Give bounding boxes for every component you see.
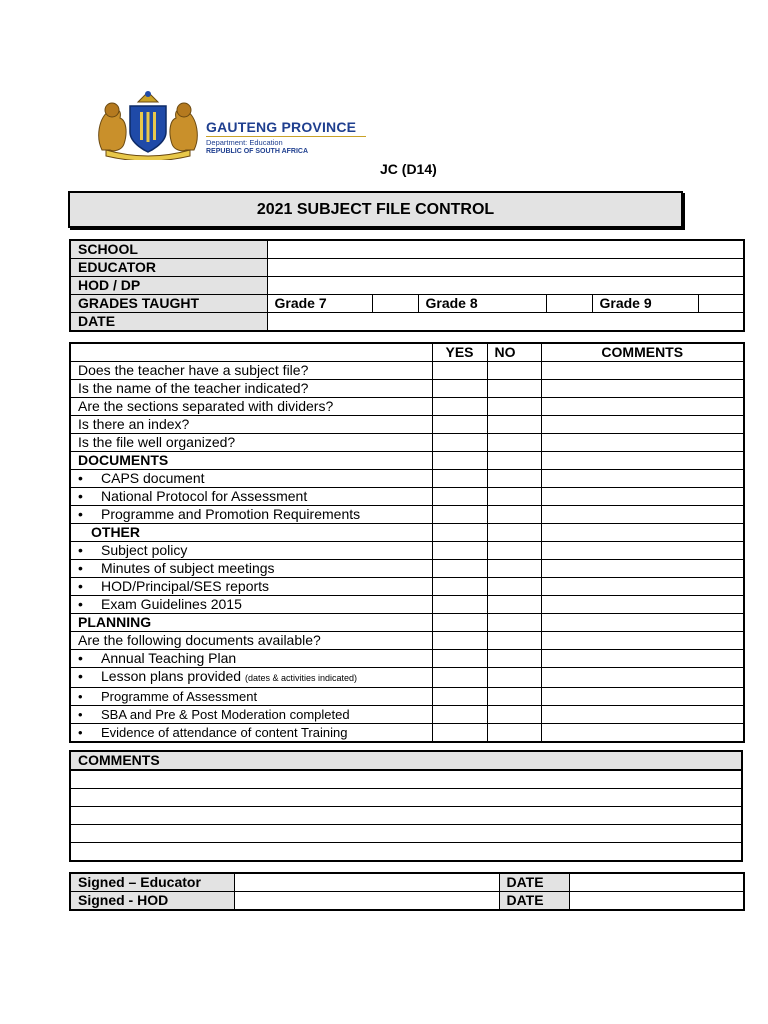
header-blank <box>70 343 432 362</box>
logo-divider <box>206 136 366 137</box>
yes-cell[interactable] <box>432 416 487 434</box>
yes-cell[interactable] <box>432 632 487 650</box>
section-row <box>70 614 744 632</box>
grades-taught-label: GRADES TAUGHT <box>70 295 267 313</box>
table-row <box>70 632 744 650</box>
comment-line <box>70 825 742 843</box>
table-row <box>70 578 744 596</box>
list-item <box>70 542 432 560</box>
table-row <box>70 542 744 560</box>
table-row <box>70 506 744 524</box>
list-item <box>70 470 432 488</box>
comment-line-field[interactable] <box>70 789 742 807</box>
info-table <box>69 239 745 332</box>
no-cell[interactable] <box>487 398 541 416</box>
item-text: Minutes of subject meetings <box>101 560 275 576</box>
section-row <box>70 452 744 470</box>
comment-cell[interactable] <box>541 506 744 524</box>
bullet: • <box>78 596 83 612</box>
list-item <box>70 578 432 596</box>
comment-line-field[interactable] <box>70 843 742 862</box>
comment-cell[interactable] <box>541 614 744 632</box>
logo-country: REPUBLIC OF SOUTH AFRICA <box>206 148 309 155</box>
grade8-label: Grade 8 <box>418 295 546 313</box>
comment-cell[interactable] <box>541 416 744 434</box>
no-cell[interactable] <box>487 706 541 724</box>
bullet: • <box>78 470 83 486</box>
hod-signature-field[interactable] <box>234 892 499 911</box>
yes-cell[interactable] <box>432 434 487 452</box>
comment-line-field[interactable] <box>70 770 742 789</box>
yes-cell[interactable] <box>432 452 487 470</box>
table-row <box>70 668 744 688</box>
comment-line <box>70 843 742 862</box>
bullet: • <box>78 560 83 576</box>
comment-cell[interactable] <box>541 560 744 578</box>
yes-cell[interactable] <box>432 614 487 632</box>
coat-of-arms-icon <box>92 88 204 160</box>
no-cell[interactable] <box>487 650 541 668</box>
grade9-label: Grade 9 <box>592 295 698 313</box>
comment-cell[interactable] <box>541 668 744 688</box>
grade7-field[interactable] <box>372 295 418 313</box>
yes-cell[interactable] <box>432 578 487 596</box>
no-cell[interactable] <box>487 380 541 398</box>
no-cell[interactable] <box>487 668 541 688</box>
table-row <box>70 650 744 668</box>
item-note: (dates & activities indicated) <box>245 673 358 683</box>
list-item <box>70 688 432 706</box>
question: Are the sections separated with dividers? <box>70 398 432 416</box>
yes-column-header: YES <box>432 343 487 362</box>
table-row <box>70 398 744 416</box>
no-cell[interactable] <box>487 724 541 743</box>
no-cell[interactable] <box>487 596 541 614</box>
no-cell[interactable] <box>487 578 541 596</box>
table-row <box>70 596 744 614</box>
item-text: SBA and Pre & Post Moderation completed <box>101 707 350 722</box>
table-row <box>70 434 744 452</box>
comment-cell[interactable] <box>541 542 744 560</box>
list-item <box>70 706 432 724</box>
question: Is there an index? <box>70 416 432 434</box>
table-row <box>70 688 744 706</box>
grade7-label: Grade 7 <box>267 295 372 313</box>
yes-cell[interactable] <box>432 506 487 524</box>
educator-signature-field[interactable] <box>234 873 499 892</box>
no-cell[interactable] <box>487 362 541 380</box>
hod-date-field[interactable] <box>569 892 744 911</box>
list-item <box>70 506 432 524</box>
yes-cell[interactable] <box>432 688 487 706</box>
table-row <box>70 416 744 434</box>
no-cell[interactable] <box>487 560 541 578</box>
no-cell[interactable] <box>487 452 541 470</box>
bullet: • <box>78 488 83 504</box>
yes-cell[interactable] <box>432 596 487 614</box>
bullet: • <box>78 542 83 558</box>
school-row <box>70 240 744 259</box>
gauteng-logo <box>92 88 382 160</box>
section-row <box>70 524 744 542</box>
comment-line-field[interactable] <box>70 807 742 825</box>
comment-cell[interactable] <box>541 434 744 452</box>
no-cell[interactable] <box>487 524 541 542</box>
signed-educator-label: Signed – Educator <box>70 873 234 892</box>
no-cell[interactable] <box>487 470 541 488</box>
comment-cell[interactable] <box>541 688 744 706</box>
logo-department: Department: Education <box>206 138 283 147</box>
yes-cell[interactable] <box>432 706 487 724</box>
comment-cell[interactable] <box>541 362 744 380</box>
question: Are the following documents available? <box>70 632 432 650</box>
comment-cell[interactable] <box>541 706 744 724</box>
comment-cell[interactable] <box>541 724 744 743</box>
comment-cell[interactable] <box>541 470 744 488</box>
educator-date-field[interactable] <box>569 873 744 892</box>
question: Is the file well organized? <box>70 434 432 452</box>
hod-label: HOD / DP <box>70 277 267 295</box>
signature-table <box>69 872 745 911</box>
comment-line <box>70 770 742 789</box>
comment-cell[interactable] <box>541 578 744 596</box>
no-cell[interactable] <box>487 632 541 650</box>
no-cell[interactable] <box>487 688 541 706</box>
bullet: • <box>78 689 83 704</box>
yes-cell[interactable] <box>432 650 487 668</box>
school-label: SCHOOL <box>70 240 267 259</box>
bullet: • <box>78 668 83 684</box>
grade9-field[interactable] <box>698 295 744 313</box>
no-cell[interactable] <box>487 542 541 560</box>
item-text: HOD/Principal/SES reports <box>101 578 270 594</box>
list-item <box>70 596 432 614</box>
yes-cell[interactable] <box>432 542 487 560</box>
comments-header-row <box>70 751 742 770</box>
date-field[interactable] <box>267 313 744 332</box>
yes-cell[interactable] <box>432 488 487 506</box>
educator-signature-row <box>70 873 744 892</box>
no-cell[interactable] <box>487 506 541 524</box>
bullet: • <box>78 707 83 722</box>
yes-cell[interactable] <box>432 560 487 578</box>
yes-cell[interactable] <box>432 380 487 398</box>
item-text: Evidence of attendance of content Training <box>101 725 348 740</box>
yes-cell[interactable] <box>432 668 487 688</box>
yes-cell[interactable] <box>432 724 487 743</box>
comments-heading: COMMENTS <box>70 751 742 770</box>
no-cell[interactable] <box>487 488 541 506</box>
table-row <box>70 706 744 724</box>
list-item <box>70 488 432 506</box>
no-cell[interactable] <box>487 416 541 434</box>
comment-cell[interactable] <box>541 380 744 398</box>
bullet: • <box>78 578 83 594</box>
hod-date-label: DATE <box>499 892 569 911</box>
list-item <box>70 668 432 688</box>
date-label: DATE <box>70 313 267 332</box>
other-heading: OTHER <box>70 524 432 542</box>
educator-date-label: DATE <box>499 873 569 892</box>
grades-row <box>70 295 744 313</box>
comments-column-header: COMMENTS <box>541 343 744 362</box>
form-code: JC (D14) <box>380 161 437 177</box>
hod-row <box>70 277 744 295</box>
question: Is the name of the teacher indicated? <box>70 380 432 398</box>
comment-line-field[interactable] <box>70 825 742 843</box>
item-text: Exam Guidelines 2015 <box>101 596 242 612</box>
yes-cell[interactable] <box>432 362 487 380</box>
comment-cell[interactable] <box>541 524 744 542</box>
educator-field[interactable] <box>267 259 744 277</box>
no-column-header: NO <box>487 343 541 362</box>
item-text: Subject policy <box>101 542 188 558</box>
item-text: Programme and Promotion Requirements <box>101 506 361 522</box>
planning-heading: PLANNING <box>70 614 432 632</box>
table-row <box>70 488 744 506</box>
table-row <box>70 560 744 578</box>
item-text: Lesson plans provided <box>101 668 242 684</box>
list-item <box>70 650 432 668</box>
hod-signature-row <box>70 892 744 911</box>
bullet: • <box>78 650 83 666</box>
comment-line <box>70 807 742 825</box>
checklist-table <box>69 342 745 743</box>
educator-label: EDUCATOR <box>70 259 267 277</box>
comments-table <box>69 750 743 862</box>
comment-cell[interactable] <box>541 596 744 614</box>
no-cell[interactable] <box>487 434 541 452</box>
comment-cell[interactable] <box>541 452 744 470</box>
yes-cell[interactable] <box>432 470 487 488</box>
comment-cell[interactable] <box>541 650 744 668</box>
no-cell[interactable] <box>487 614 541 632</box>
checklist-header-row <box>70 343 744 362</box>
school-field[interactable] <box>267 240 744 259</box>
yes-cell[interactable] <box>432 524 487 542</box>
item-text: Programme of Assessment <box>101 689 258 704</box>
date-row <box>70 313 744 332</box>
comment-cell[interactable] <box>541 632 744 650</box>
table-row <box>70 470 744 488</box>
grade8-field[interactable] <box>546 295 592 313</box>
signed-hod-label: Signed - HOD <box>70 892 234 911</box>
documents-heading: DOCUMENTS <box>70 452 432 470</box>
bullet: • <box>78 506 83 522</box>
item-text: Annual Teaching Plan <box>101 650 237 666</box>
bullet: • <box>78 725 83 740</box>
comment-cell[interactable] <box>541 398 744 416</box>
comment-cell[interactable] <box>541 488 744 506</box>
item-text: National Protocol for Assessment <box>101 488 308 504</box>
table-row <box>70 724 744 743</box>
educator-row <box>70 259 744 277</box>
table-row <box>70 362 744 380</box>
page-title: 2021 SUBJECT FILE CONTROL <box>68 191 683 228</box>
question: Does the teacher have a subject file? <box>70 362 432 380</box>
yes-cell[interactable] <box>432 398 487 416</box>
logo-title: GAUTENG PROVINCE <box>206 119 357 135</box>
hod-field[interactable] <box>267 277 744 295</box>
list-item <box>70 560 432 578</box>
comment-line <box>70 789 742 807</box>
table-row <box>70 380 744 398</box>
list-item <box>70 724 432 743</box>
item-text: CAPS document <box>101 470 205 486</box>
